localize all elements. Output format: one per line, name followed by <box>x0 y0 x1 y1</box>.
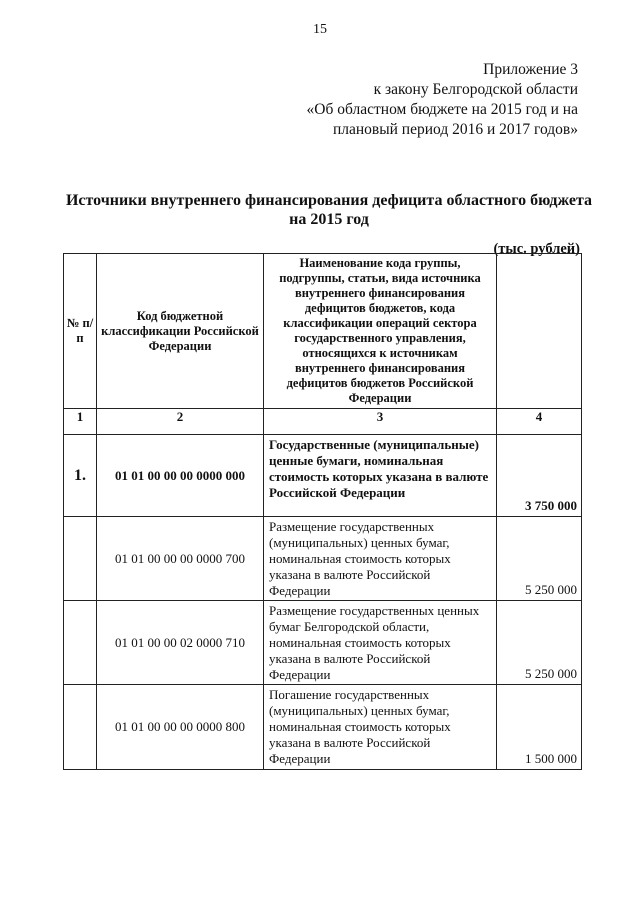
row-amount: 3 750 000 <box>497 435 582 517</box>
header-amount <box>497 254 582 409</box>
row-code: 01 01 00 00 00 0000 000 <box>97 435 264 517</box>
table-row <box>64 435 582 517</box>
row-num <box>64 517 97 601</box>
row-code: 01 01 00 00 00 0000 700 <box>97 517 264 601</box>
header-num: № п/п <box>64 254 97 409</box>
table-row <box>64 601 582 685</box>
column-number: 2 <box>97 409 264 435</box>
title-line-2: на 2015 год <box>289 211 369 228</box>
units-label: (тыс. рублей) <box>493 241 580 257</box>
title-line-1: Источники внутреннего финансирования дефицита областного бюджета <box>65 192 593 209</box>
row-num: 1. <box>64 435 97 517</box>
row-num <box>64 685 97 770</box>
appendix-note <box>307 60 578 140</box>
column-number-row <box>64 409 582 435</box>
appendix-line-4: плановый период 2016 и 2017 годов» <box>332 121 578 138</box>
appendix-line-2: к закону Белгородской области <box>373 81 578 98</box>
appendix-line-3: «Об областном бюджете на 2015 год и на <box>306 101 578 118</box>
row-amount: 1 500 000 <box>497 685 582 770</box>
appendix-line-1: Приложение 3 <box>483 61 578 78</box>
table-header-row <box>64 254 582 409</box>
row-code: 01 01 00 00 02 0000 710 <box>97 601 264 685</box>
column-number: 4 <box>497 409 582 435</box>
header-code: Код бюджетной классификации Российской Федерации <box>97 254 264 409</box>
row-num <box>64 601 97 685</box>
row-name: Государственные (муниципальные) ценные бумаги, номинальная стоимость которых указана в валюте Российской Федерации <box>264 435 497 517</box>
row-name: Размещение государственных ценных бумаг Белгородской области, номинальная стоимость которых указана в валюте Российской Федерации <box>264 601 497 685</box>
page-number: 15 <box>313 22 327 37</box>
column-number: 1 <box>64 409 97 435</box>
document-title <box>64 191 594 229</box>
column-number: 3 <box>264 409 497 435</box>
row-amount: 5 250 000 <box>497 517 582 601</box>
row-name: Размещение государственных (муниципальных) ценных бумаг, номинальная стоимость которых указана в валюте Российской Федерации <box>264 517 497 601</box>
table-row <box>64 517 582 601</box>
table-row <box>64 685 582 770</box>
row-name: Погашение государственных (муниципальных) ценных бумаг, номинальная стоимость которых указана в валюте Российской Федерации <box>264 685 497 770</box>
row-amount: 5 250 000 <box>497 601 582 685</box>
row-code: 01 01 00 00 00 0000 800 <box>97 685 264 770</box>
header-name: Наименование кода группы, подгруппы, статьи, вида источника внутреннего финансирования дефицитов бюджетов, кода классификации операций сектора государственного управления, относящихся к источникам внутреннего финансирования дефицитов бюджетов Российской Федерации <box>264 254 497 409</box>
sources-table <box>63 253 582 770</box>
